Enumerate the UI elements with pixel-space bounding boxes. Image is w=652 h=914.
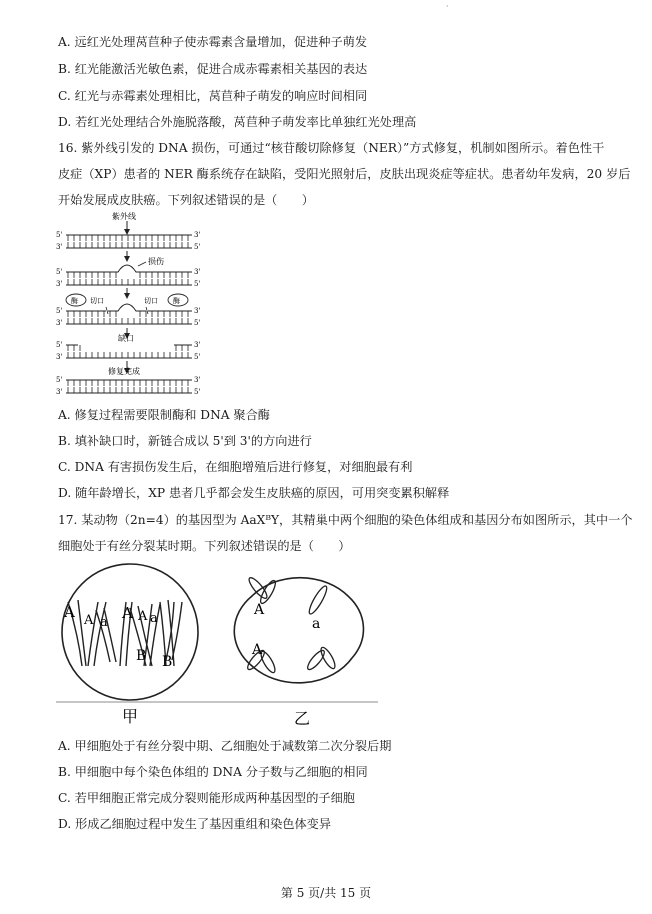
q16-option-d: D. 随年龄增长，XP 患者几乎都会发生皮肤癌的原因，可用突变累积解释 [58, 486, 450, 500]
five-prime-label: 5' [194, 280, 201, 288]
five-prime-label: 5' [194, 353, 201, 361]
five-prime-label: 5' [56, 376, 63, 384]
gene-a-label: a [312, 616, 321, 632]
q16-option-c: C. DNA 有害损伤发生后，在细胞增殖后进行修复，对细胞最有利 [58, 460, 413, 474]
gap-label: 缺口 [118, 334, 134, 343]
uv-label: 紫外线 [112, 212, 136, 221]
three-prime-label: 3' [194, 341, 201, 349]
q15-option-b: B. 红光能激活光敏色素，促进合成赤霉素相关基因的表达 [58, 62, 368, 76]
gene-B-label: B [136, 648, 147, 664]
stage-5-repaired [56, 376, 200, 396]
scan-dot: · [446, 2, 449, 11]
gene-A-label: A [122, 604, 133, 622]
five-prime-label: 5' [56, 307, 63, 315]
gene-A-label: A [84, 613, 94, 628]
page-number: 第 5 页/共 15 页 [280, 886, 372, 900]
repair-done-label: 修复完成 [108, 367, 140, 376]
q17-option-c: C. 若甲细胞正常完成分裂则能形成两种基因型的子细胞 [58, 791, 355, 805]
five-prime-label: 5' [194, 388, 201, 396]
q17-option-d: D. 形成乙细胞过程中发生了基因重组和染色体变异 [58, 817, 332, 831]
q16-option-a: A. 修复过程需要限制酶和 DNA 聚合酶 [58, 408, 270, 422]
three-prime-label: 3' [56, 319, 63, 327]
gene-A-label: A [138, 609, 148, 624]
enzyme-label: 酶 [173, 297, 180, 305]
q16-option-b: B. 填补缺口时，新链合成以 5'到 3'的方向进行 [58, 434, 312, 448]
q16-stem-line-1: 16. 紫外线引发的 DNA 损伤，可通过“核苷酸切除修复（NER）”方式修复，机制如图所示。着色性干 [58, 141, 605, 155]
chromosome [166, 602, 182, 660]
gene-A-label: A [252, 642, 263, 658]
gene-B-label: B [162, 654, 173, 670]
chromosome [307, 584, 330, 616]
three-prime-label: 3' [56, 353, 63, 361]
cut-label: 切口 [144, 297, 158, 305]
q17-stem-line-1: 17. 某动物（2n=4）的基因型为 AaXᴮY，其精巢中两个细胞的染色体组成和基因分布如图所示，其中一个 [58, 513, 633, 527]
q15-option-d: D. 若红光处理结合外施脱落酸，莴苣种子萌发率比单独红光处理高 [58, 115, 417, 129]
three-prime-label: 3' [56, 243, 63, 251]
three-prime-label: 3' [194, 376, 201, 384]
five-prime-label: 5' [56, 231, 63, 239]
gene-a-label: a [150, 611, 158, 626]
cell-yi-label: 乙 [294, 709, 311, 728]
three-prime-label: 3' [194, 268, 201, 276]
five-prime-label: 5' [56, 341, 63, 349]
enzyme-label: 酶 [71, 297, 78, 305]
gene-A-label: A [64, 603, 75, 621]
five-prime-label: 5' [194, 243, 201, 251]
stage-1-intact-dna [56, 231, 200, 251]
three-prime-label: 3' [56, 388, 63, 396]
chromosome [319, 646, 338, 671]
q17-option-a: A. 甲细胞处于有丝分裂中期、乙细胞处于减数第二次分裂后期 [58, 739, 392, 753]
q15-option-c: C. 红光与赤霉素处理相比，莴苣种子萌发的响应时间相同 [58, 89, 368, 103]
ner-repair-diagram [50, 208, 220, 400]
q17-option-b: B. 甲细胞中每个染色体组的 DNA 分子数与乙细胞的相同 [58, 765, 368, 779]
cell-division-diagram [56, 562, 386, 730]
cut-label: 切口 [90, 297, 104, 305]
q17-stem-line-2: 细胞处于有丝分裂某时期。下列叙述错误的是（ ） [58, 539, 351, 553]
five-prime-label: 5' [56, 268, 63, 276]
stage-4-gap [56, 333, 200, 361]
stage-3-excision [56, 294, 200, 327]
gene-a-label: a [100, 615, 108, 630]
q15-option-a: A. 远红光处理莴苣种子使赤霉素含量增加，促进种子萌发 [58, 35, 368, 49]
gene-A-label: A [254, 602, 265, 618]
q16-stem-line-2: 皮症（XP）患者的 NER 酶系统存在缺陷，受阳光照射后，皮肤出现炎症等症状。患者幼年发病，20 岁后 [58, 167, 631, 181]
stage-2-damage [56, 256, 200, 288]
chromosome [305, 648, 327, 672]
cell-jia [62, 564, 198, 700]
q16-stem-line-3: 开始发展成皮肤癌。下列叙述错误的是（ ） [58, 193, 314, 207]
three-prime-label: 3' [194, 231, 201, 239]
five-prime-label: 5' [194, 319, 201, 327]
cell-jia-label: 甲 [122, 707, 139, 726]
cell-yi [234, 575, 363, 682]
three-prime-label: 3' [194, 307, 201, 315]
three-prime-label: 3' [56, 280, 63, 288]
damage-label: 损伤 [148, 257, 164, 266]
